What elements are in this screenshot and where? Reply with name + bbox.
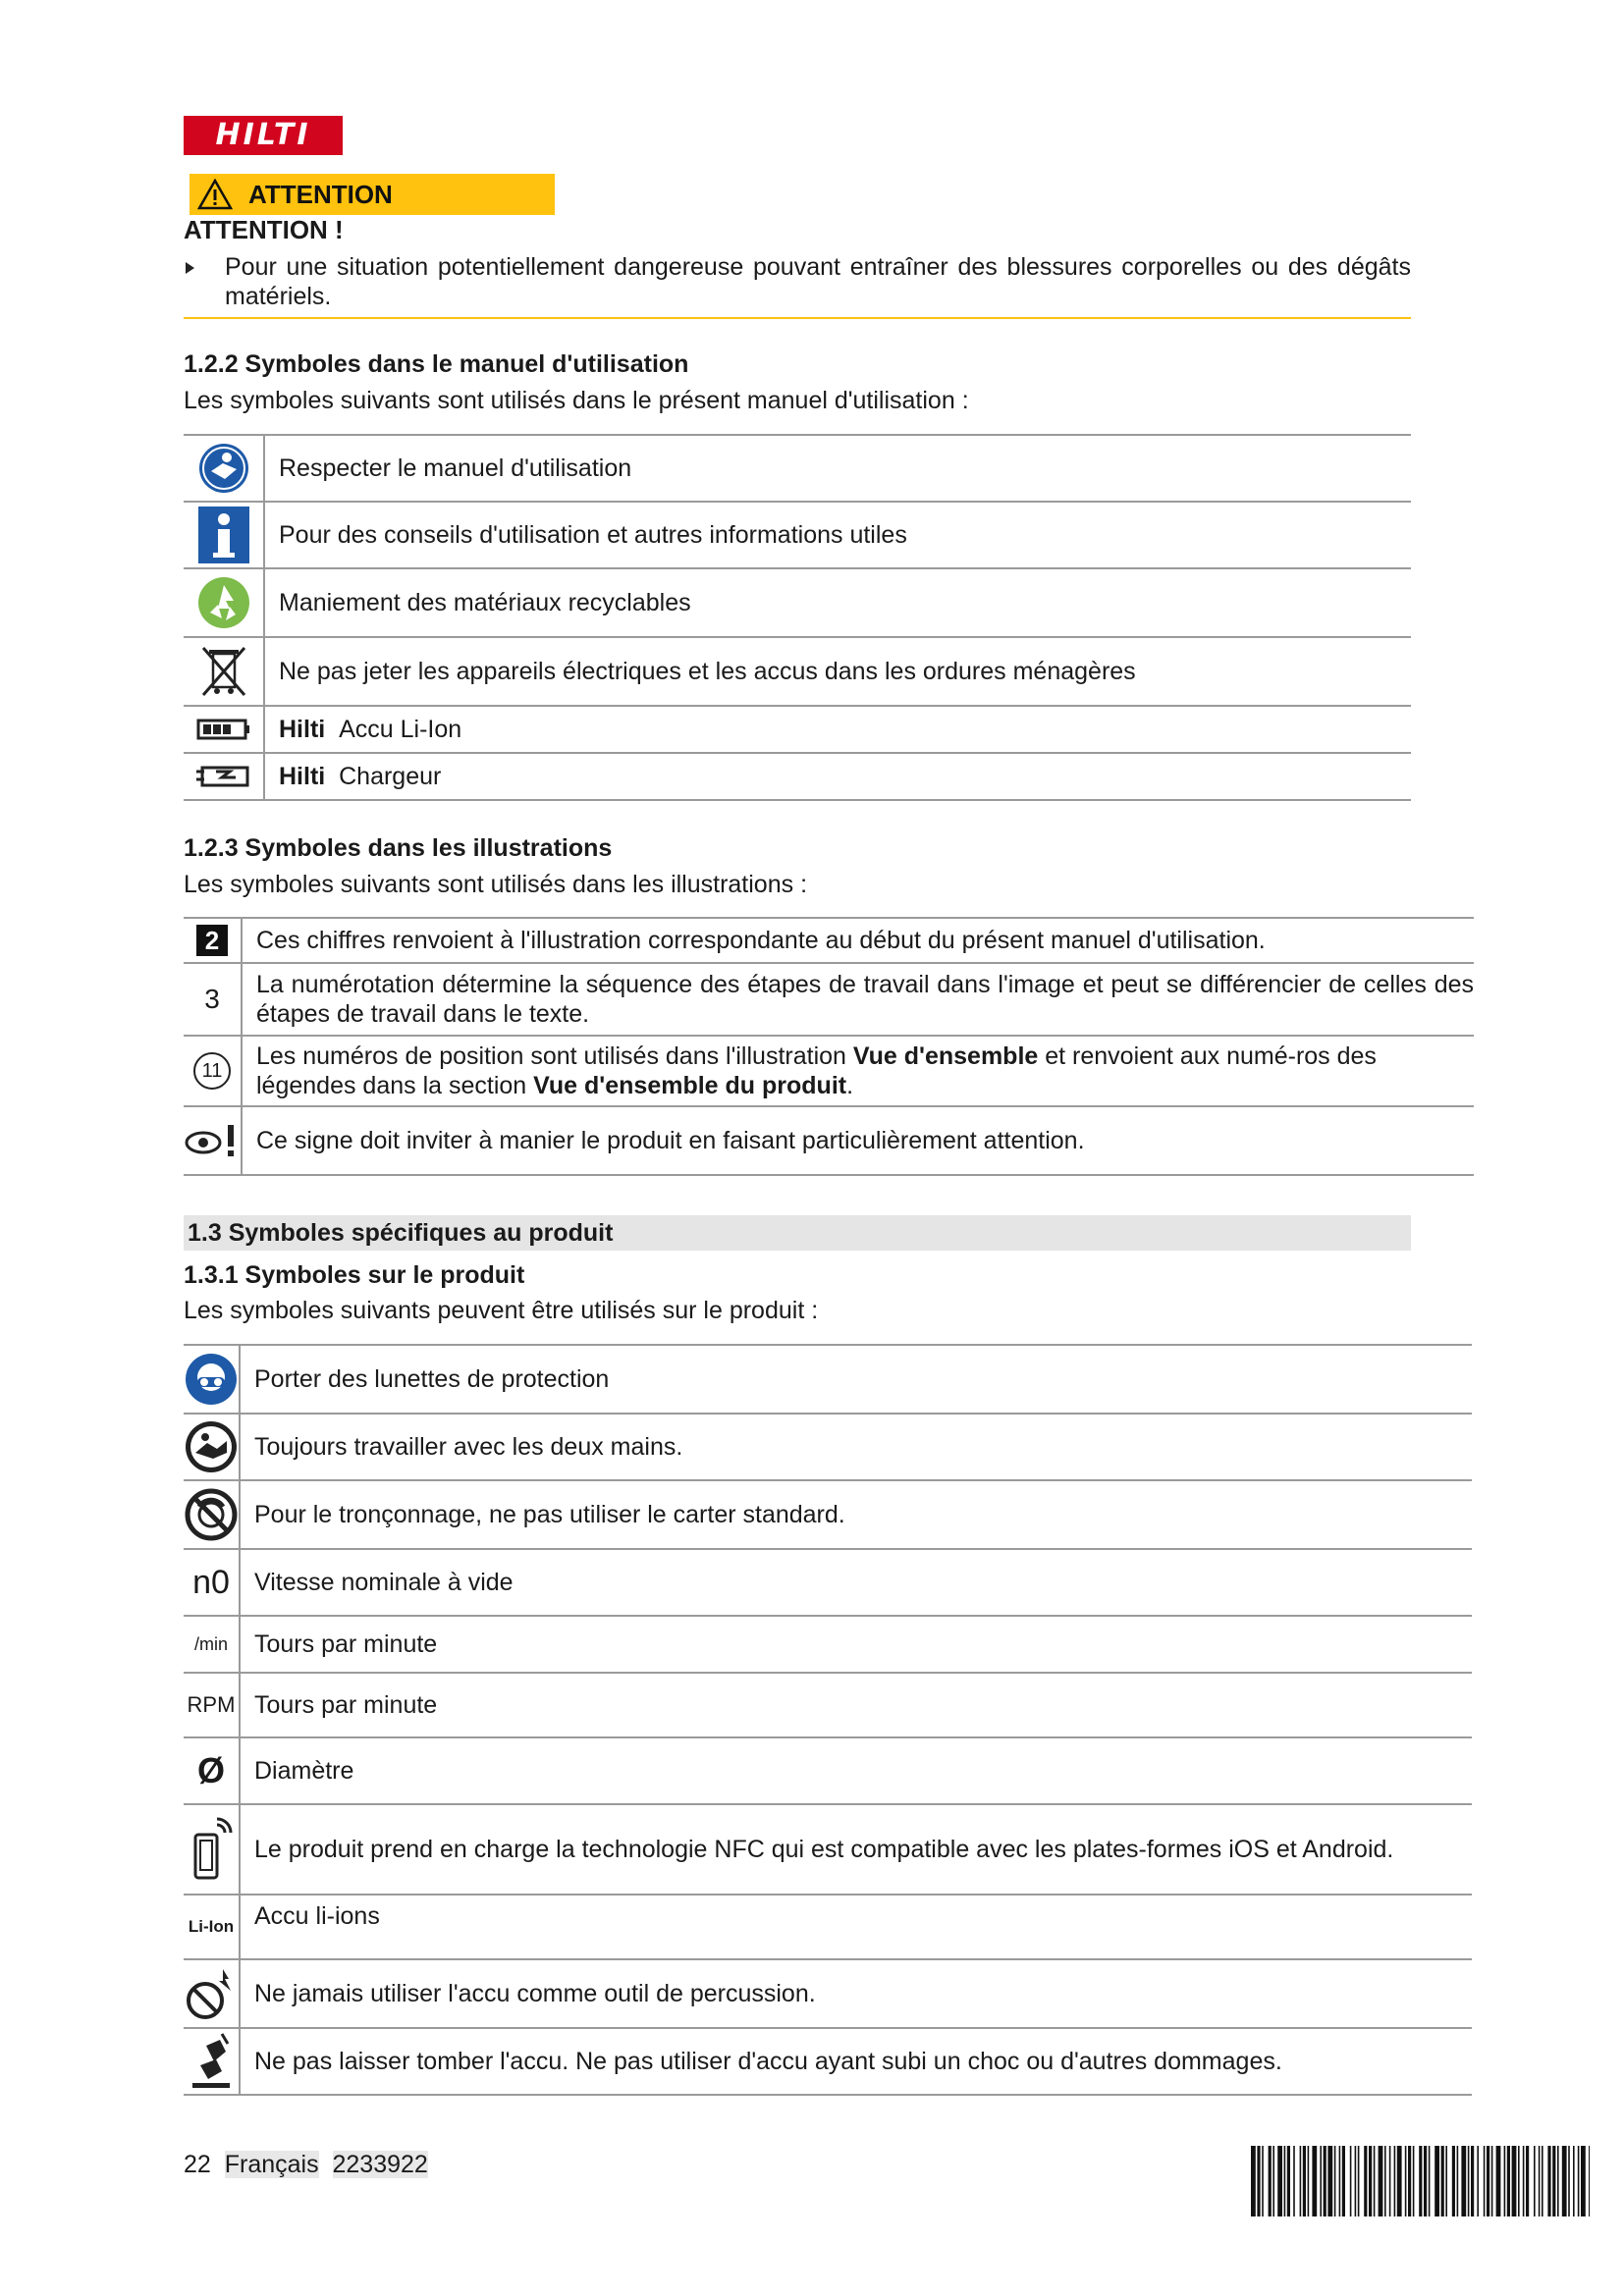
barcode-bar xyxy=(1441,2146,1444,2216)
table-row xyxy=(184,1737,1472,1804)
row-text: Pour le tronçonnage, ne pas utiliser le carter standard. xyxy=(240,1480,1472,1549)
barcode-bar xyxy=(1303,2146,1306,2216)
row-text: La numérotation détermine la séquence des étapes de travail dans l'image et peut se différencier de celles des étapes de travail dans le texte. xyxy=(242,963,1474,1036)
rpm-icon: RPM xyxy=(184,1673,240,1737)
barcode-bar xyxy=(1312,2146,1317,2216)
barcode-bar xyxy=(1512,2146,1517,2216)
charger-icon xyxy=(184,753,264,800)
row-text: Ne pas laisser tomber l'accu. Ne pas utiliser d'accu ayant subi un choc ou d'autres dommages. xyxy=(240,2028,1472,2095)
page-footer xyxy=(184,2151,428,2179)
warning-triangle-icon xyxy=(197,179,233,210)
heading-1-3: 1.3 Symboles spécifiques au produit xyxy=(188,1219,614,1247)
row-text-rest: Chargeur xyxy=(339,763,442,790)
table-row xyxy=(184,1959,1472,2028)
barcode-bar xyxy=(1526,2146,1529,2216)
crossed-bin-icon xyxy=(184,637,264,706)
table-row xyxy=(184,1414,1472,1480)
barcode-bar xyxy=(1384,2146,1386,2216)
table-row xyxy=(184,1345,1472,1414)
row-text: Respecter le manuel d'utilisation xyxy=(264,435,1411,502)
bullet-arrow-icon xyxy=(186,262,194,274)
barcode-bar xyxy=(1320,2146,1322,2216)
barcode-bar xyxy=(1491,2146,1493,2216)
barcode-bar xyxy=(1534,2146,1536,2216)
barcode-bar xyxy=(1397,2146,1402,2216)
recycle-icon xyxy=(184,568,264,637)
barcode-bar xyxy=(1557,2146,1559,2216)
table-row xyxy=(184,2028,1472,2095)
barcode-bar xyxy=(1379,2146,1383,2216)
barcode-bar xyxy=(1504,2146,1506,2216)
row-text: Les numéros de position sont utilisés dans l'illustration Vue d'ensemble et renvoient aux numé-ros des légendes dans la section Vue d'ensemble du produit. xyxy=(242,1036,1474,1106)
barcode-bar xyxy=(1327,2146,1332,2216)
barcode-bar xyxy=(1484,2146,1486,2216)
barcode-bar xyxy=(1355,2146,1357,2216)
barcode-bar xyxy=(1547,2146,1550,2216)
row-text: Tours par minute xyxy=(240,1673,1472,1737)
table-row xyxy=(184,502,1411,568)
barcode-bar xyxy=(1419,2146,1422,2216)
barcode-bar xyxy=(1287,2146,1290,2216)
table-row xyxy=(184,1480,1472,1549)
barcode-bar xyxy=(1457,2146,1459,2216)
barcode-bar xyxy=(1269,2146,1272,2216)
figure-number-icon: 2 xyxy=(184,918,242,963)
table-row xyxy=(184,963,1474,1036)
barcode-bar xyxy=(1277,2146,1282,2216)
table-row xyxy=(184,706,1411,753)
barcode-bar xyxy=(1435,2146,1439,2216)
nfc-phone-icon xyxy=(184,1804,240,1895)
barcode-bar xyxy=(1262,2146,1264,2216)
barcode-bar xyxy=(1308,2146,1310,2216)
diameter-icon: Ø xyxy=(184,1737,240,1804)
li-ion-icon: Li-Ion xyxy=(184,1895,240,1959)
barcode-bar xyxy=(1496,2146,1501,2216)
page-number: 22 xyxy=(184,2151,211,2178)
barcode-bar xyxy=(1568,2146,1570,2216)
barcode-bar xyxy=(1471,2146,1474,2216)
barcode-bar xyxy=(1342,2146,1345,2216)
barcode-bar xyxy=(1293,2146,1295,2216)
warning-divider xyxy=(184,317,1411,319)
table-row xyxy=(184,1616,1472,1673)
barcode-bar xyxy=(1507,2146,1510,2216)
barcode-bar xyxy=(1573,2146,1575,2216)
barcode-bar xyxy=(1578,2146,1580,2216)
battery-icon xyxy=(184,706,264,753)
row-text: Vitesse nominale à vide xyxy=(240,1549,1472,1616)
hilti-logo: HILTI xyxy=(184,116,343,155)
barcode-bar xyxy=(1429,2146,1431,2216)
barcode-bar xyxy=(1369,2146,1372,2216)
table-row xyxy=(184,568,1411,637)
signal-word: ATTENTION ! xyxy=(184,215,344,244)
read-manual-icon xyxy=(184,435,264,502)
barcode-bar xyxy=(1461,2146,1466,2216)
row-text: Maniement des matériaux recyclables xyxy=(264,568,1411,637)
row-text xyxy=(264,706,1411,753)
table-row xyxy=(184,1804,1472,1895)
row-text: Pour des conseils d'utilisation et autres informations utiles xyxy=(264,502,1411,568)
barcode-bar xyxy=(1539,2146,1541,2216)
heading-1-2-2: 1.2.2 Symboles dans le manuel d'utilisation xyxy=(184,350,689,378)
barcode-bar xyxy=(1358,2146,1360,2216)
barcode-bar xyxy=(1477,2146,1479,2216)
table-row xyxy=(184,435,1411,502)
position-number-icon: 11 xyxy=(184,1036,242,1106)
barcode-bar xyxy=(1452,2146,1455,2216)
attention-banner-label: ATTENTION xyxy=(248,179,393,209)
warning-text: Pour une situation potentiellement dangereuse pouvant entraîner des blessures corporelles ou des dégâts matériels. xyxy=(225,253,1411,310)
table-row xyxy=(184,637,1411,706)
info-icon xyxy=(184,502,264,568)
barcode-bar xyxy=(1251,2146,1256,2216)
language-label: Français xyxy=(224,2151,319,2178)
symbols-product-table xyxy=(184,1344,1472,2096)
heading-1-2-3: 1.2.3 Symboles dans les illustrations xyxy=(184,834,613,862)
row-text: Ce signe doit inviter à manier le produit en faisant particulièrement attention. xyxy=(242,1106,1474,1175)
table-row xyxy=(184,1895,1472,1959)
table-row xyxy=(184,1106,1474,1175)
row-text: Accu li-ions xyxy=(240,1895,1472,1959)
barcode-bar xyxy=(1389,2146,1391,2216)
brand-bold: Hilti xyxy=(279,763,326,790)
table-row xyxy=(184,1549,1472,1616)
intro-1-3-1: Les symboles suivants peuvent être utilisés sur le produit : xyxy=(184,1297,819,1324)
barcode-bar xyxy=(1445,2146,1447,2216)
table-row xyxy=(184,753,1411,800)
barcode-bar xyxy=(1272,2146,1274,2216)
barcode-bar xyxy=(1394,2146,1396,2216)
symbols-illustrations-table xyxy=(184,917,1474,1176)
row-text: Ne jamais utiliser l'accu comme outil de percussion. xyxy=(240,1959,1472,2028)
row-text: Le produit prend en charge la technologie NFC qui est compatible avec les plates-formes iOS et Android. xyxy=(240,1804,1472,1895)
heading-1-3-1: 1.3.1 Symboles sur le produit xyxy=(184,1261,525,1289)
no-drop-battery-icon xyxy=(184,2028,240,2095)
warning-bullet xyxy=(184,252,1411,311)
barcode-bar xyxy=(1562,2146,1567,2216)
barcode-bar xyxy=(1284,2146,1286,2216)
document-number: 2233922 xyxy=(332,2151,428,2178)
table-row xyxy=(184,1036,1474,1106)
barcode-bar xyxy=(1523,2146,1525,2216)
no-standard-guard-icon xyxy=(184,1480,240,1549)
barcode-bar xyxy=(1364,2146,1367,2216)
row-text xyxy=(264,753,1411,800)
step-number-icon: 3 xyxy=(184,963,242,1036)
barcode xyxy=(1251,2146,1590,2216)
barcode-bar xyxy=(1334,2146,1336,2216)
barcode-bar xyxy=(1487,2146,1489,2216)
barcode-bar xyxy=(1339,2146,1341,2216)
barcode-bar xyxy=(1589,2146,1590,2216)
barcode-bar xyxy=(1324,2146,1326,2216)
row-text: Diamètre xyxy=(240,1737,1472,1804)
table-row xyxy=(184,918,1474,963)
attention-banner xyxy=(189,174,555,215)
barcode-bar xyxy=(1374,2146,1376,2216)
symbols-manual-table xyxy=(184,434,1411,801)
barcode-bar xyxy=(1300,2146,1302,2216)
goggles-icon xyxy=(184,1345,240,1414)
barcode-bar xyxy=(1542,2146,1543,2216)
row-text: Porter des lunettes de protection xyxy=(240,1345,1472,1414)
no-hammer-battery-icon xyxy=(184,1959,240,2028)
barcode-bar xyxy=(1518,2146,1520,2216)
row-text: Toujours travailler avec les deux mains. xyxy=(240,1414,1472,1480)
nominal-speed-icon: n0 xyxy=(184,1549,240,1616)
section-band-1-3 xyxy=(184,1215,1411,1251)
barcode-bar xyxy=(1424,2146,1427,2216)
row-text-rest: Accu Li-Ion xyxy=(339,716,462,743)
row-text: Ne pas jeter les appareils électriques et les accus dans les ordures ménagères xyxy=(264,637,1411,706)
intro-1-2-2: Les symboles suivants sont utilisés dans le présent manuel d'utilisation : xyxy=(184,387,969,414)
barcode-bar xyxy=(1581,2146,1586,2216)
two-hands-icon xyxy=(184,1414,240,1480)
barcode-bar xyxy=(1350,2146,1352,2216)
barcode-bar xyxy=(1413,2146,1415,2216)
barcode-bar xyxy=(1408,2146,1411,2216)
barcode-bar xyxy=(1405,2146,1407,2216)
row-text: Tours par minute xyxy=(240,1616,1472,1673)
barcode-bar xyxy=(1468,2146,1470,2216)
eye-attention-icon xyxy=(184,1106,242,1175)
barcode-bar xyxy=(1257,2146,1260,2216)
intro-1-2-3: Les symboles suivants sont utilisés dans les illustrations : xyxy=(184,871,808,898)
row-text: Ces chiffres renvoient à l'illustration correspondante au début du présent manuel d'utilisation. xyxy=(242,918,1474,963)
barcode-bar xyxy=(1552,2146,1555,2216)
brand-bold: Hilti xyxy=(279,716,326,743)
per-minute-icon: /min xyxy=(184,1616,240,1673)
table-row xyxy=(184,1673,1472,1737)
